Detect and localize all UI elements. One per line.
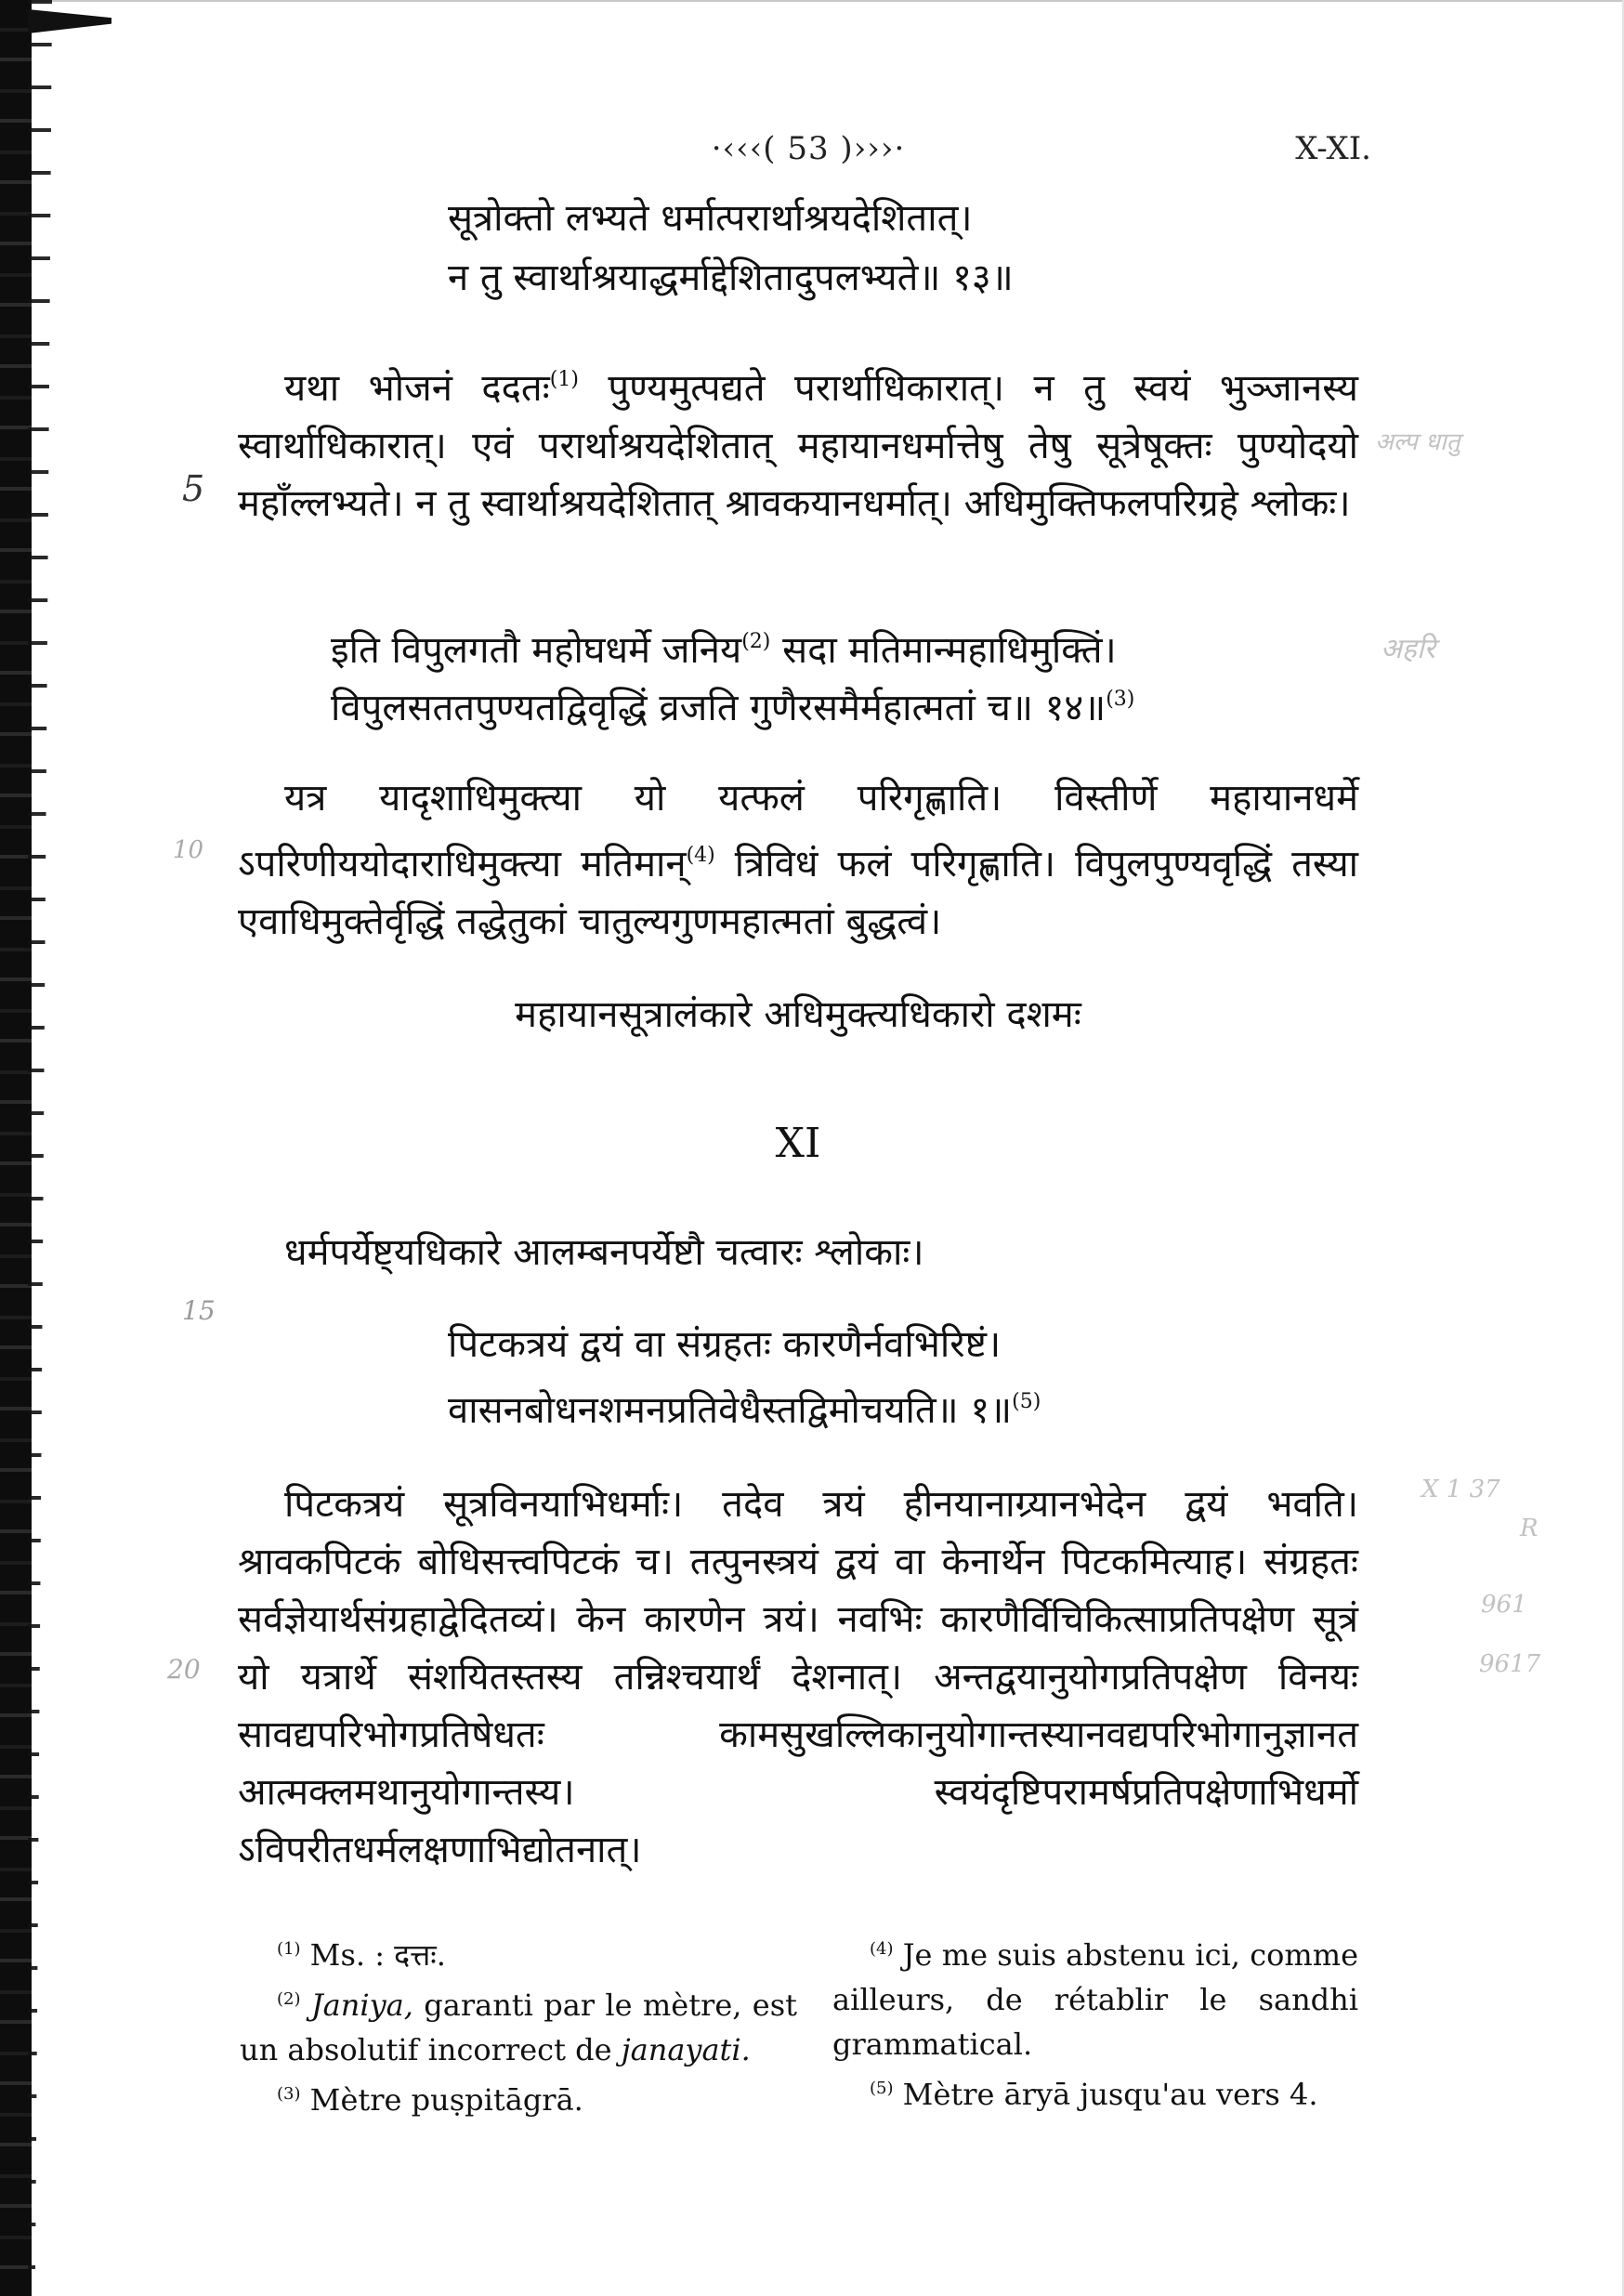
margin-annotation-2: अहरि [1381, 633, 1435, 665]
verse-14-line-1 [331, 613, 1117, 679]
footnote-4-mark: (4) [870, 1939, 894, 1959]
footnote-2-term-2: janayati. [621, 2032, 751, 2067]
footnote-ref-4: (4) [686, 844, 715, 867]
margin-annotation-5: 961 [1481, 1591, 1527, 1619]
commentary-13 [238, 351, 1358, 532]
margin-line-number-5: 5 [182, 468, 205, 509]
commentary-14-text-a: यत्र यादृशाधिमुक्त्या यो यत्फलं परिगृह्णाति। विस्तीर्णे महायानधर्मे ऽपरिणीययोदाराधिमुक्त्या मतिमान् [238, 777, 1358, 886]
verse-14-line-2-text: विपुलसततपुण्यतद्विवृद्धिं व्रजति गुणैरसमैर्महात्मतां च॥ १४॥ [331, 687, 1107, 729]
commentary-14-text-b: त्रिविधं फलं परिगृह्णाति। विपुलपुण्यवृद्धिं तस्या एवाधिमुक्तेर्वृद्धिं तद्धेतुकां चातुल्यगुणमहात्मतां बुद्धत्वं। [238, 843, 1359, 943]
chapter-subheading: धर्मपर्येष्ट्यधिकारे आलम्बनपर्येष्टौ चत्वारः श्लोकाः। [284, 1231, 924, 1274]
footnote-2-text: garanti par le mètre, est un absolutif incorrect de [240, 1988, 798, 2067]
footnote-4-text: Je me suis abstenu ici, comme ailleurs, de rétablir le sandhi grammatical. [832, 1937, 1358, 2062]
book-binding [0, 0, 32, 2296]
footnote-2-term: Janiya, [310, 1988, 413, 2023]
margin-line-number-10: 10 [173, 836, 204, 864]
footnote-3 [240, 2072, 797, 2122]
footnote-5-text: Mètre āryā jusqu'au vers 4. [893, 2077, 1318, 2112]
verse-14-line-2 [331, 671, 1134, 737]
footnote-3-text: Mètre puṣpitāgrā. [300, 2082, 583, 2118]
footnote-ref-5: (5) [1012, 1390, 1041, 1413]
commentary-1: पिटकत्रयं सूत्रविनयाभिधर्माः। तदेव त्रयं हीनयानाग्र्यानभेदेन द्वयं भवति। श्रावकपिटकं बोधिसत्त्वपिटकं च। तत्पुनस्त्रयं द्वयं वा केनार्थेन पिटकमित्याह। संग्रहतः सर्वज्ञेयार्थसंग्रहाद्वेदितव्यं। केन कारणेन त्रयं। नवभिः कारणैर्विचिकित्साप्रतिपक्षेण सूत्रं यो यत्रार्थे संशयितस्तस्य तन्निश्चयार्थं देशनात्। अन्तद्वयानुयोगप्रतिपक्षेण विनयः सावद्यपरिभोगप्रतिषेधतः कामसुखल्लिकानुयोगान्तस्यानवद्यपरिभोगानुज्ञानत आत्मक्लमथानुयोगान्तस्य। स्वयंदृष्टिपरामर्षप्रतिपक्षेणाभिधर्मो ऽविपरीतधर्मलक्षणाभिद्योतनात्। [238, 1483, 1358, 1871]
section-range: X-XI. [1295, 130, 1371, 167]
margin-annotation-1: अल्प धातु [1375, 428, 1460, 456]
footnotes-left [240, 1927, 797, 2122]
footnote-ref-3: (3) [1106, 688, 1135, 711]
binding-edge [28, 0, 52, 2296]
margin-annotation-3: X 1 37 [1421, 1476, 1500, 1503]
footnote-5 [832, 2066, 1358, 2117]
verse-1-line-1: पिटकत्रयं द्वयं वा संग्रहतः कारणैर्नवभिरिष्टं। [448, 1323, 1002, 1366]
footnote-2-mark: (2) [277, 1989, 301, 2009]
commentary-13-text-b: पुण्यमुत्पद्यते परार्थाधिकारात्। न तु स्वयं भुञ्जानस्य स्वार्थाधिकारात्। एवं परार्थाश्रयदेशितात् महायानधर्मात्तेषु तेषु सूत्रेषूक्तः पुण्योदयो महाँल्लभ्यते। न तु स्वार्थाश्रयदेशितात् श्रावकयानधर्मात्। अधिमुक्तिफलपरिग्रहे श्लोकः। [238, 367, 1358, 525]
footnote-3-mark: (3) [277, 2084, 301, 2104]
footnote-1-text: Ms. : दत्तः. [300, 1937, 446, 1973]
verse-13-line-1: सूत्रोक्तो लभ्यते धर्मात्परार्थाश्रयदेशितात्। [448, 197, 973, 240]
verse-1-line-2 [448, 1373, 1041, 1439]
margin-annotation-4: R [1520, 1515, 1539, 1542]
commentary-13-text-a: यथा भोजनं ददतः [284, 367, 550, 410]
margin-annotation-6: 9617 [1479, 1650, 1541, 1678]
margin-line-number-15: 15 [182, 1295, 216, 1326]
footnote-1-mark: (1) [277, 1939, 301, 1959]
footnote-ref-2: (2) [741, 630, 771, 653]
chapter-number: XI [775, 1120, 821, 1167]
footnote-ref-1: (1) [549, 368, 579, 391]
footnote-1 [240, 1927, 797, 1977]
footnote-2 [240, 1977, 797, 2072]
verse-1-line-2-text: वासनबोधनशमनप्रतिवेधैस्तद्विमोचयति॥ १॥ [448, 1389, 1013, 1432]
verse-14-line-1-a: इति विपुलगतौ महोघधर्मे जनिय [331, 629, 742, 672]
commentary-14 [238, 769, 1358, 951]
chapter-colophon: महायानसूत्रालंकारे अधिमुक्त्यधिकारो दशमः [515, 993, 1081, 1036]
verse-14-line-1-b: सदा मतिमान्महाधिमुक्तिं। [770, 629, 1117, 672]
footnote-4 [832, 1927, 1358, 2066]
verse-13-line-2: न तु स्वार्थाश्रयाद्धर्माद्देशितादुपलभ्यते॥ १३॥ [448, 256, 1014, 299]
corner-mark [28, 9, 111, 33]
page-number: ·‹‹‹( 53 )›››· [711, 130, 906, 167]
footnotes-right [832, 1927, 1358, 2117]
page-top-edge [0, 0, 1624, 2]
margin-line-number-20: 20 [167, 1654, 201, 1685]
footnote-5-mark: (5) [870, 2079, 894, 2098]
